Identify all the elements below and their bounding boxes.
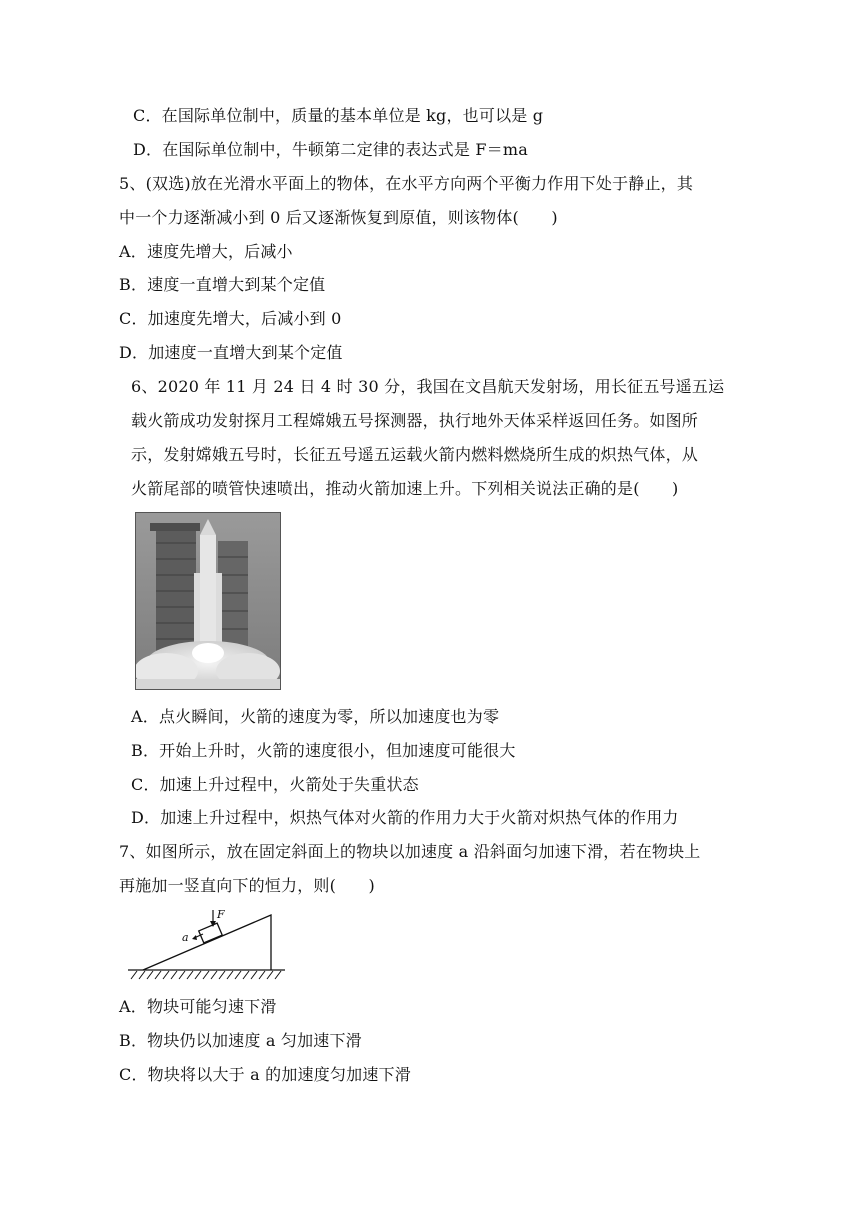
q5-stem-line-2: 中一个力逐渐减小到 0 后又逐渐恢复到原值，则该物体( ): [119, 208, 558, 227]
q4-option-c: C．在国际单位制中，质量的基本单位是 kg，也可以是 g: [133, 106, 544, 125]
q7-stem-line-1: 7、如图所示，放在固定斜面上的物块以加速度 a 沿斜面匀加速下滑，若在物块上: [119, 842, 701, 861]
q6-option-b: B．开始上升时，火箭的速度很小，但加速度可能很大: [131, 741, 516, 760]
q5-option-c: C．加速度先增大，后减小到 0: [119, 309, 342, 328]
q6-option-d: D．加速上升过程中，炽热气体对火箭的作用力大于火箭对炽热气体的作用力: [131, 808, 679, 827]
q7-stem-line-2: 再施加一竖直向下的恒力，则( ): [119, 876, 375, 895]
force-label: F: [217, 908, 225, 921]
q5-option-b: B．速度一直增大到某个定值: [119, 275, 326, 294]
incline-diagram: [125, 905, 290, 985]
q6-stem-line-3: 示，发射嫦娥五号时，长征五号遥五运载火箭内燃料燃烧所生成的炽热气体，从: [131, 445, 699, 464]
q7-option-b: B．物块仍以加速度 a 匀加速下滑: [119, 1031, 362, 1050]
q5-option-d: D．加速度一直增大到某个定值: [119, 343, 343, 362]
block: [199, 923, 222, 943]
q7-option-a: A．物块可能匀速下滑: [119, 997, 277, 1016]
q7-option-c: C．物块将以大于 a 的加速度匀加速下滑: [119, 1065, 411, 1084]
acceleration-label: a: [182, 931, 189, 944]
q5-option-a: A．速度先增大，后减小: [119, 242, 293, 261]
q6-stem-line-4: 火箭尾部的喷管快速喷出，推动火箭加速上升。下列相关说法正确的是( ): [131, 479, 679, 498]
rocket-launch-photo: [135, 512, 281, 690]
q5-stem-line-1: 5、(双选)放在光滑水平面上的物体，在水平方向两个平衡力作用下处于静止，其: [119, 174, 694, 193]
q6-option-c: C．加速上升过程中，火箭处于失重状态: [131, 775, 419, 794]
q6-stem-line-1: 6、2020 年 11 月 24 日 4 时 30 分，我国在文昌航天发射场，用长征五号遥五运: [131, 377, 725, 396]
q4-option-d: D．在国际单位制中，牛顿第二定律的表达式是 F＝ma: [133, 140, 528, 159]
q6-stem-line-2: 载火箭成功发射探月工程嫦娥五号探测器，执行地外天体采样返回任务。如图所: [131, 411, 699, 430]
q6-option-a: A．点火瞬间，火箭的速度为零，所以加速度也为零: [131, 707, 500, 726]
